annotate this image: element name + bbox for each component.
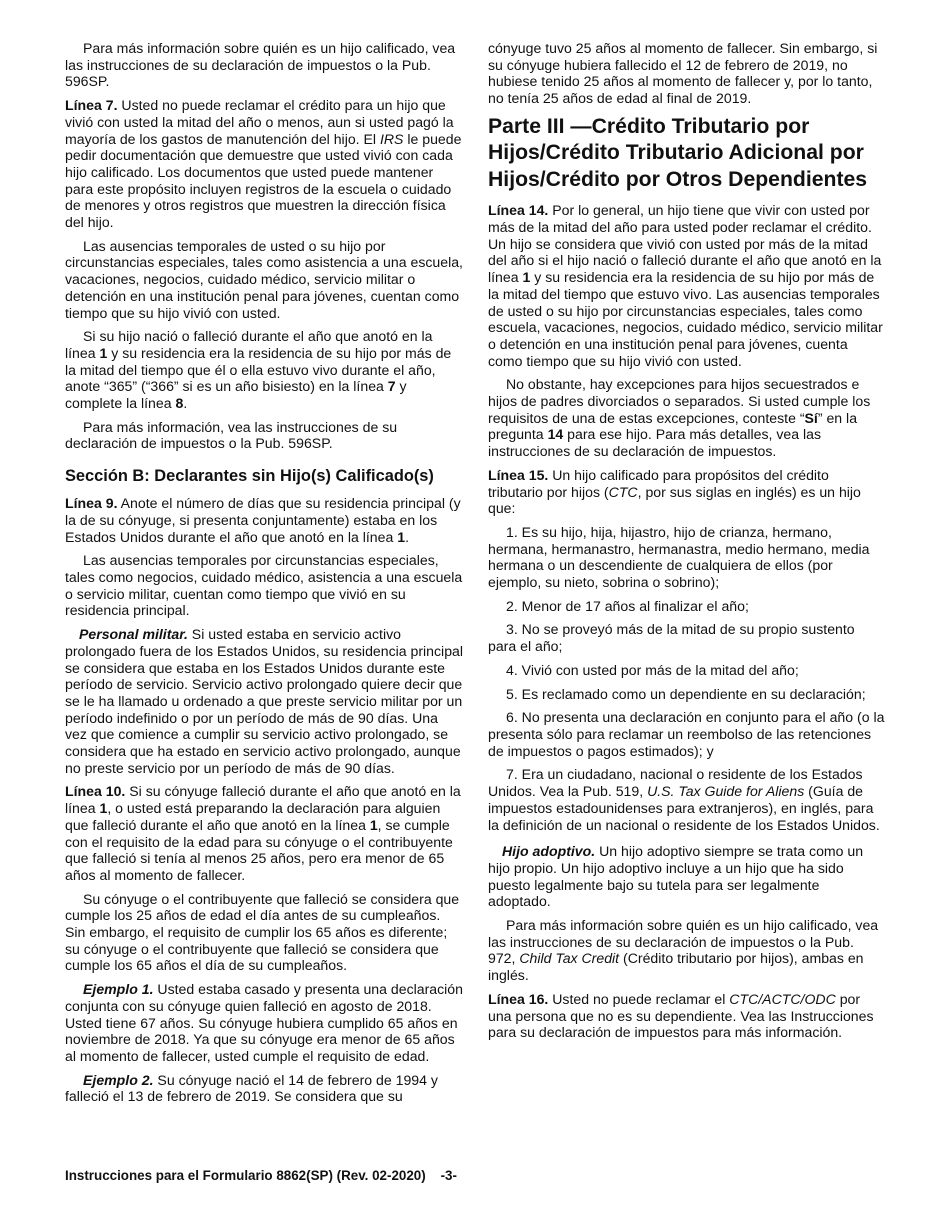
paragraph-special-circumstances: Las ausencias temporales por circunstancias especiales, tales como negocios, cuidado médico, asistencia a una escuela o servicio militar, cuentan como tiempo que vivió en su residencia principal. xyxy=(65,552,463,619)
list-item: 5. Es reclamado como un dependiente en su declaración; xyxy=(506,685,866,702)
section-b-heading: Sección B: Declarantes sin Hijo(s) Calificado(s) xyxy=(65,467,434,486)
page-footer xyxy=(65,1168,457,1183)
paragraph-age-rule: Su cónyuge o el contribuyente que falleció se considera que cumple los 25 años de edad el día antes de su cumpleaños. Sin embargo, el requisito de cumplir los 65 años es diferente; su cónyuge o el contribuyente que falleció se considera que cumple los 65 años el día de su cumpleaños. xyxy=(65,890,460,974)
list-item: 1. Es su hijo, hija, hijastro, hijo de crianza, hermano, hermana, hermanastro, hermanastra, medio hermano, media hermana o un descendiente de cualquiera de ellos (por ejemplo, su nieto, sobrina o sobrino); xyxy=(488,523,870,591)
paragraph-military-personnel: Personal militar. Si usted estaba en servicio activo prolongado fuera de los Estados Unidos, su residencia principal se considera que estaba en los Estados Unidos durante este período de servicio. Servicio activo prolongado quiere decir que se le ha llamado u ordenado a que preste servicio militar por un período indefinido o por un período de más de 90 días. Una vez que comience a cumplir su servicio activo prolongado, se considera que ha estado en servicio activo prolongado, aunque no preste servicio por un período de más de 90 días. xyxy=(65,626,463,776)
paragraph-line-7: Línea 7. Usted no puede reclamar el crédito para un hijo que vivió con usted la mitad del año o menos, aun si usted pagó la mayoría de los gastos de manutención del hijo. El IRS le puede pedir documentación que demuestre que usted vivió con cada hijo calificado. Los documentos que usted puede mantener para este propósito incluyen registros de la escuela o cuidado de menores y otros registros que muestren la dirección física del hijo. xyxy=(65,97,462,231)
paragraph-born-or-died: Si su hijo nació o falleció durante el año que anotó en la línea 1 y su residencia era la residencia de su hijo por más de la mitad del tiempo que él o ella estuvo vivo durante el año, anote “365” (“366” si es un año bisiesto) en la línea 7 y complete la línea 8. xyxy=(65,328,452,412)
line-7-label: Línea 7. xyxy=(65,97,118,114)
paragraph-example-1: Ejemplo 1. Usted estaba casado y presenta una declaración conjunta con su cónyuge quien falleció en agosto de 2018. Usted tiene 67 años. Su cónyuge hubiera cumplido 65 años en noviembre de 2018. Ya que su cónyuge era menor de 65 años al momento de fallecer, usted cumple el requisito de edad. xyxy=(65,981,463,1064)
line-9-label: Línea 9. xyxy=(65,495,118,512)
paragraph-more-info-pub-972: Para más información sobre quién es un hijo calificado, vea las instrucciones de su declaración de impuestos o la Pub. 972, Child Tax Credit (Crédito tributario por hijos), ambas en inglés. xyxy=(488,917,879,984)
line-16-label: Línea 16. xyxy=(488,990,549,1007)
paragraph-more-info-2: Para más información, vea las instrucciones de su declaración de impuestos o la Pub. 596SP. xyxy=(65,418,398,452)
list-item: 7. Era un ciudadano, nacional o residente de los Estados Unidos. Vea la Pub. 519, U.S. Tax Guide for Aliens (Guía de impuestos estadounidenses para extranjeros), en inglés, para la definición de un nacional o residente de los Estados Unidos. xyxy=(488,766,880,833)
example-1-label: Ejemplo 1. xyxy=(83,981,154,998)
paragraph-line-10: Línea 10. Si su cónyuge falleció durante el año que anotó en la línea 1, o usted está preparando la declaración para alguien que falleció durante el año que anotó en la línea 1, se cumple con el requisito de la edad para su cónyuge o el contribuyente que falleció si tenía al menos 25 años, pero era menor de 65 años al momento de fallecer. xyxy=(65,783,461,883)
paragraph-more-info: Para más información sobre quién es un hijo calificado, vea las instrucciones de su declaración de impuestos o la Pub. 596SP. xyxy=(65,40,456,90)
list-item: 4. Vivió con usted por más de la mitad del año; xyxy=(506,661,799,678)
paragraph-line-16: Línea 16. Usted no puede reclamar el CTC/ACTC/ODC por una persona que no es su dependiente. Vea las Instrucciones para su declaración de impuestos para más información. xyxy=(488,990,874,1041)
paragraph-line-15: Línea 15. Un hijo calificado para propósitos del crédito tributario por hijos (CTC, por sus siglas en inglés) es un hijo que: xyxy=(488,466,861,517)
paragraph-example-2: Ejemplo 2. Su cónyuge nació el 14 de febrero de 1994 y falleció el 13 de febrero de 2019. Se considera que su xyxy=(65,1071,438,1105)
paragraph-example-2-continued: cónyuge tuvo 25 años al momento de fallecer. Sin embargo, si su cónyuge hubiera fallecido el 12 de febrero de 2019, no hubiese tenido 25 años al momento de fallecer y, por lo tanto, no tenía 25 años de edad al final de 2019. xyxy=(488,40,878,107)
right-column xyxy=(488,40,885,1048)
part-3-heading: Parte III —Crédito Tributario por Hijos/Crédito Tributario Adicional por Hijos/Crédito por Otros Dependientes xyxy=(488,114,868,191)
line-14-label: Línea 14. xyxy=(488,202,549,219)
irs-abbrev: IRS xyxy=(379,130,404,147)
list-item: 2. Menor de 17 años al finalizar el año; xyxy=(506,597,749,614)
paragraph-line-9: Línea 9. Anote el número de días que su residencia principal (y la de su cónyuge, si presenta conjuntamente) estaba en los Estados Unidos durante el año que anotó en la línea 1. xyxy=(65,495,461,545)
military-label: Personal militar. xyxy=(79,626,188,643)
paragraph-adopted-child: Hijo adoptivo. Un hijo adoptivo siempre se trata como un hijo propio. Un hijo adoptivo incluye a un hijo que ha sido puesto legalmente bajo su tutela para ser legalmente adoptado. xyxy=(488,843,864,910)
example-2-label: Ejemplo 2. xyxy=(83,1071,154,1088)
left-column xyxy=(65,40,463,1112)
paragraph-exceptions: No obstante, hay excepciones para hijos secuestrados e hijos de padres divorciados o separados. Si usted cumple los requisitos de una de estas excepciones, conteste “Sí” en la pregunta 14 para ese hijo. Para más detalles, vea las instrucciones de su declaración de impuestos. xyxy=(488,376,871,460)
footer-form-title: Instrucciones para el Formulario 8862(SP) (Rev. 02-2020) xyxy=(65,1168,426,1183)
line-10-label: Línea 10. xyxy=(65,783,126,800)
adopted-child-label: Hijo adoptivo. xyxy=(502,843,596,860)
list-item: 3. No se proveyó más de la mitad de su propio sustento para el año; xyxy=(488,621,855,655)
line-15-label: Línea 15. xyxy=(488,466,549,483)
list-item: 6. No presenta una declaración en conjunto para el año (o la presenta sólo para reclamar un reembolso de las retenciones de impuestos o pagos estimados); y xyxy=(488,709,885,759)
paragraph-line-14: Línea 14. Por lo general, un hijo tiene que vivir con usted por más de la mitad del año para usted poder reclamar el crédito. Un hijo se considera que vivió con usted por más de la mitad del año si el hijo nació o falleció durante el año que anotó en la línea 1 y su residencia era la residencia de su hijo por más de la mitad del tiempo que estuvo vivo. Las ausencias temporales de usted o su hijo por circunstancias especiales, tales como escuela, vacaciones, negocios, cuidado médico, servicio militar o detención en una institución penal para jóvenes, cuenta como tiempo que su hijo vivió con usted. xyxy=(488,202,883,369)
paragraph-temporary-absences: Las ausencias temporales de usted o su hijo por circunstancias especiales, tales como asistencia a una escuela, vacaciones, negocios, cuidado médico, servicio militar o detención en una institución penal para jóvenes, cuentan como tiempo que su hijo vivió con usted. xyxy=(65,237,463,321)
page-number: -3- xyxy=(440,1168,457,1183)
